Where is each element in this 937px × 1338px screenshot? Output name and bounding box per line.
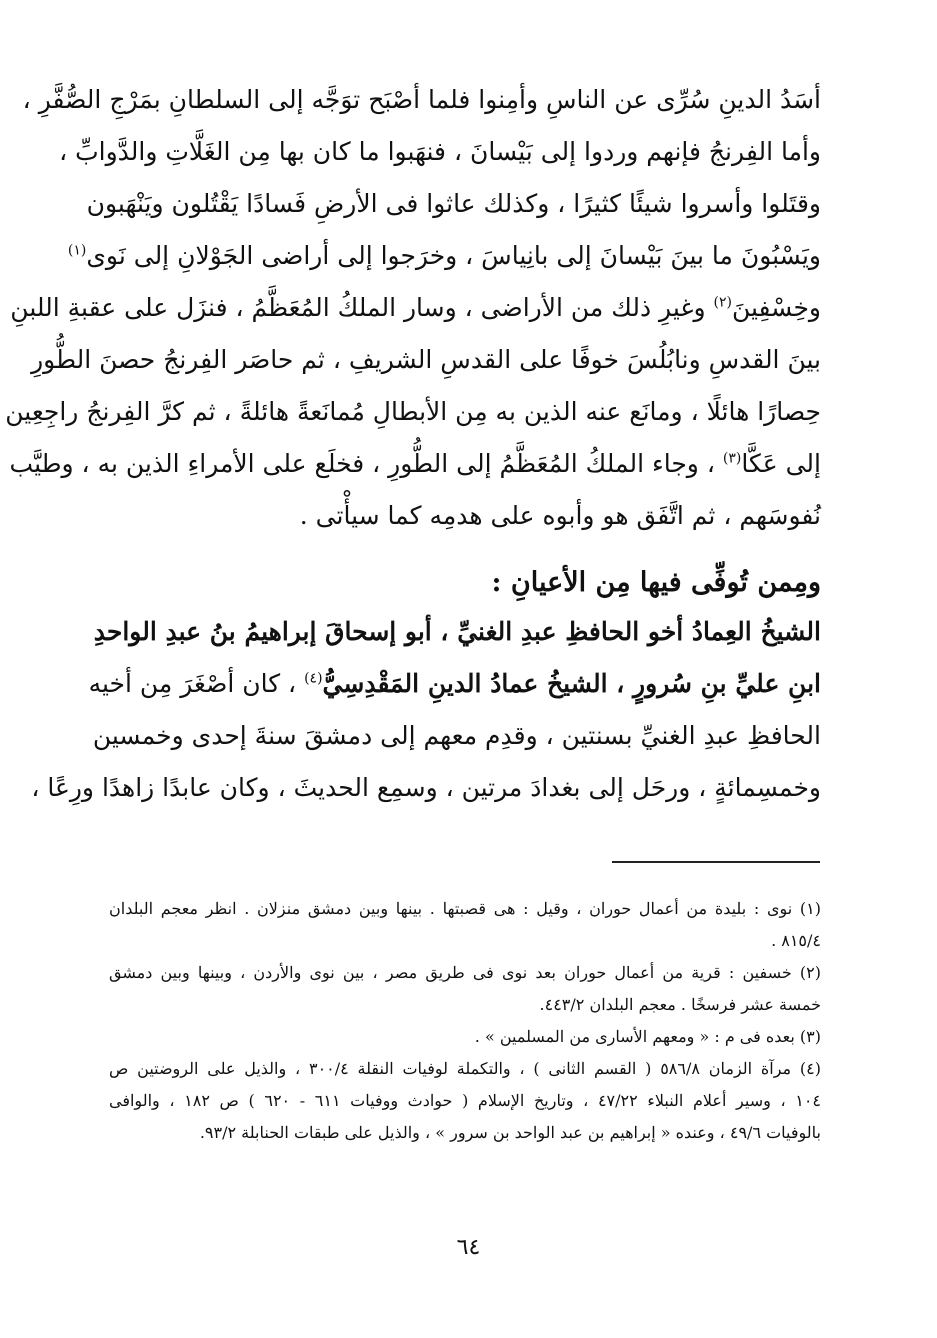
footnote-separator <box>612 861 820 863</box>
footnote-marker-4: (٤) <box>304 670 323 687</box>
text-line: وأما الفِرنجُ فإنهم وردوا إلى بَيْسانَ ، فنهَبوا ما كان بها مِن الغَلَّاتِ والدَّوابِّ ، <box>59 137 821 166</box>
text-segment: ، وجاء الملكُ المُعَظَّمُ إلى الطُّورِ ، فخلَع على الأمراءِ الذين به ، وطيَّب <box>9 449 723 478</box>
text-segment: ، كان أصْغَرَ مِن أخيه <box>88 669 305 698</box>
text-segment: وغيرِ ذلك من الأراضى ، وسار الملكُ المُعَظَّمُ ، فنزَل على عقبةِ اللبنِ <box>10 293 714 322</box>
footnote-line: ١٠٤ ، وسير أعلام النبلاء ٤٧/٢٢ ، وتاريخ الإسلام ( حوادث ووفيات ٦١١ - ٦٢٠ ) ص ١٨٢ ، والوافى <box>109 1091 822 1110</box>
section-heading: ومِمن تُوفِّى فيها مِن الأعيانِ : <box>491 567 821 598</box>
text-line: الحافظِ عبدِ الغنيِّ بسنتين ، وقدِم معهم إلى دمشقَ سنةَ إحدى وخمسين <box>92 721 821 750</box>
text-line <box>10 282 821 334</box>
footnote-line: (٤) مرآة الزمان ٥٨٦/٨ ( القسم الثانى ) ، والتكملة لوفيات النقلة ٣٠٠/٤ ، والذيل على الروضتين ص <box>109 1059 821 1078</box>
text-line: وقتَلوا وأسروا شيئًا كثيرًا ، وكذلك عاثوا فى الأرضِ فَسادًا يَقْتُلون ويَنْهَبون <box>86 189 821 218</box>
footnote-line: (٣) بعده فى م : « ومعهم الأسارى من المسلمين » . <box>474 1027 821 1046</box>
text-segment: إلى عَكَّا <box>741 449 821 478</box>
text-line: أسَدُ الدينِ سُرِّى عن الناسِ وأمِنوا فلما أصْبَح توَجَّه إلى السلطانِ بمَرْجِ الصُّفَّرِ ، <box>22 85 821 114</box>
footnote-marker-2: (٢) <box>713 294 732 311</box>
footnote-marker-1: (١) <box>67 242 87 259</box>
entry-title-line: الشيخُ العِمادُ أخو الحافظِ عبدِ الغنيِّ ، أبو إسحاقَ إبراهيمُ بنُ عبدِ الواحدِ <box>93 617 821 646</box>
text-line <box>9 438 821 490</box>
text-segment: وخِسْفِينَ <box>731 293 821 322</box>
footnote-marker-3: (٣) <box>722 450 742 467</box>
text-segment: ويَسْبُونَ ما بينَ بَيْسانَ إلى بانِياسَ ، وخرَجوا إلى أراضى الجَوْلانِ إلى نَوى <box>86 241 821 270</box>
main-text-block <box>5 74 821 542</box>
footnotes <box>109 893 821 1149</box>
biography-entry <box>31 606 821 814</box>
text-line: نُفوسَهم ، ثم اتَّفَق هو وأبوه على هدمِه كما سيأْتى . <box>299 501 821 530</box>
footnote-line: ٨١٥/٤ . <box>771 931 821 950</box>
footnote-line: (١) نوى : بليدة من أعمال حوران ، وقيل : هى قصبتها . بينها وبين دمشق منزلان . انظر معجم البلدان <box>109 899 821 918</box>
text-line: حِصارًا هائلًا ، ومانَع عنه الذين به مِن الأبطالِ مُمانَعةً هائلةً ، ثم كرَّ الفِرنجُ راجِعِين <box>5 397 821 426</box>
footnote-line: (٢) خسفين : قرية من أعمال حوران بعد نوى فى طريق مصر ، بين نوى والأردن ، وبينها وبين دمشق <box>109 963 821 982</box>
text-line: بينَ القدسِ ونابُلُسَ خوفًا على القدسِ الشريفِ ، ثم حاصَر الفِرنجُ حصنَ الطُّورِ <box>31 345 821 374</box>
entry-name: ابنِ عليِّ بنِ سُرورٍ ، الشيخُ عمادُ الدينِ المَقْدِسِيُّ <box>322 669 821 698</box>
footnote-line: خمسة عشر فرسخًا . معجم البلدان ٤٤٣/٢. <box>539 995 821 1014</box>
entry-title-line <box>88 658 821 710</box>
footnote-line: بالوفيات ٤٩/٦ ، وعنده « إبراهيم بن عبد الواحد بن سرور » ، والذيل على طبقات الحنابلة ٩٣/٢. <box>199 1123 821 1142</box>
text-line: وخمسِمائةٍ ، ورحَل إلى بغدادَ مرتين ، وسمِع الحديثَ ، وكان عابدًا زاهدًا ورِعًا ، <box>31 773 821 802</box>
text-line <box>67 230 821 282</box>
page-number: ٦٤ <box>456 1235 481 1260</box>
